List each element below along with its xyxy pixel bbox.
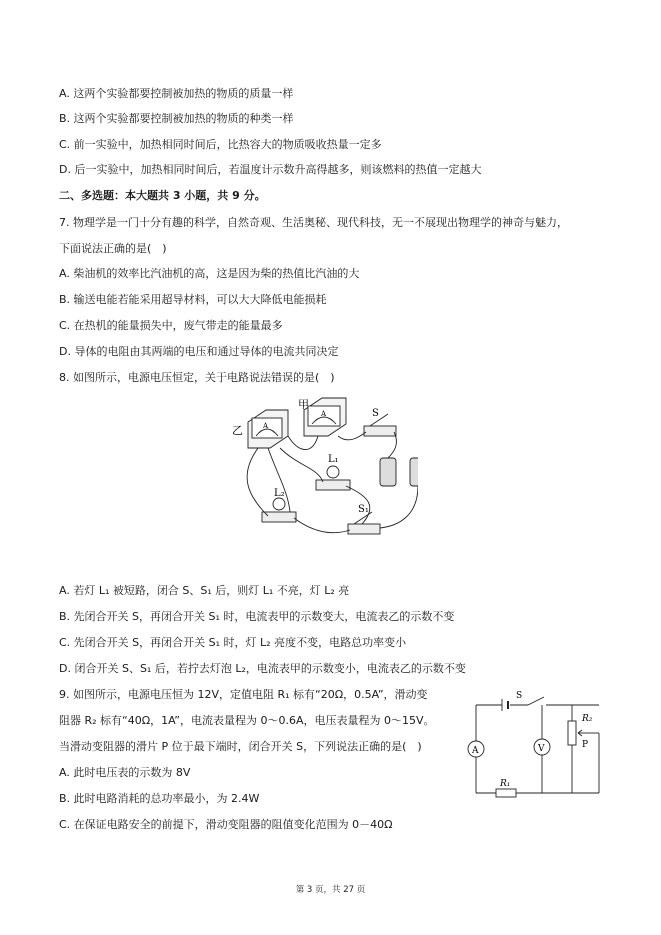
q8-option-c: C. 先闭合开关 S，再闭合开关 S₁ 时，灯 L₂ 亮度不变，电路总功率变小 [59,636,407,649]
figure1-ammeter-jia-symbol: A [321,410,327,418]
figure2-label-r1: R₁ [500,779,511,789]
figure1-label-s1: S₁ [358,504,369,515]
figure2-voltmeter-symbol: V [538,744,545,754]
figure2-label-s: S [516,691,523,701]
figure1-label-jia: 甲 [298,398,309,411]
q9-stem-line2: 阻器 R₂ 标有“40Ω，1A”，电流表量程为 0～0.6A，电压表量程为 0～15V。 [59,714,435,727]
q8-stem: 8. 如图所示，电源电压恒定，关于电路说法错误的是( ) [59,371,335,384]
figure1-label-l2: L₂ [274,488,285,499]
figure1-label-yi: 乙 [232,424,243,437]
figure2-label-r2: R₂ [582,714,593,724]
q6-option-d: D. 后一实验中，加热相同时间后，若温度计示数升高得越多，则该燃料的热值一定越大 [59,163,482,176]
q7-option-b: B. 输送电能若能采用超导材料，可以大大降低电能损耗 [59,293,327,306]
q6-option-c: C. 前一实验中，加热相同时间后，比热容大的物质吸收热量一定多 [59,138,382,151]
q9-stem-line3: 当滑动变阻器的滑片 P 位于最下端时，闭合开关 S，下列说法正确的是( ) [59,740,422,753]
q9-stem-line1: 9. 如图所示，电源电压恒为 12V，定值电阻 R₁ 标有“20Ω，0.5A”，滑动变 [59,688,428,701]
q8-option-d: D. 闭合开关 S、S₁ 后，若拧去灯泡 L₂，电流表甲的示数变小，电流表乙的示数不变 [59,662,466,675]
figure1-label-s: S [372,408,379,419]
q7-option-d: D. 导体的电阻由其两端的电压和通过导体的电流共同决定 [59,345,339,358]
figure2-label-p: P [582,740,589,750]
q8-option-a: A. 若灯 L₁ 被短路，闭合 S、S₁ 后，则灯 L₁ 不亮，灯 L₂ 亮 [59,584,350,597]
q7-option-c: C. 在热机的能量损失中，废气带走的能量最多 [59,319,283,332]
q8-option-b: B. 先闭合开关 S，再闭合开关 S₁ 时，电流表甲的示数变大，电流表乙的示数不变 [59,610,455,623]
q9-option-a: A. 此时电压表的示数为 8V [59,766,191,779]
q6-option-a: A. 这两个实验都要控制被加热的物质的质量一样 [59,87,294,100]
q9-option-b: B. 此时电路消耗的总功率最小，为 2.4W [59,792,260,805]
figure1-label-l1: L₁ [328,454,339,465]
q7-stem-line2: 下面说法正确的是( ) [59,242,167,255]
section-heading-multi-choice: 二、多选题：本大题共 3 小题，共 9 分。 [59,189,266,202]
figure2-ammeter-symbol: A [472,746,479,756]
q7-stem-line1: 7. 物理学是一门十分有趣的科学，自然奇观、生活奥秘、现代科技，无一不展现出物理学的神奇与魅力， [59,216,568,229]
q9-option-c: C. 在保证电路安全的前提下，滑动变阻器的阻值变化范围为 0－40Ω [59,818,393,831]
q9-schematic-figure [462,687,612,802]
q8-circuit-figure [228,396,418,546]
q6-option-b: B. 这两个实验都要控制被加热的物质的种类一样 [59,112,294,125]
figure1-ammeter-yi-symbol: A [263,422,269,430]
page-footer: 第 3 页，共 27 页 [295,885,366,895]
q7-option-a: A. 柴油机的效率比汽油机的高，这是因为柴的热值比汽油的大 [59,267,360,280]
